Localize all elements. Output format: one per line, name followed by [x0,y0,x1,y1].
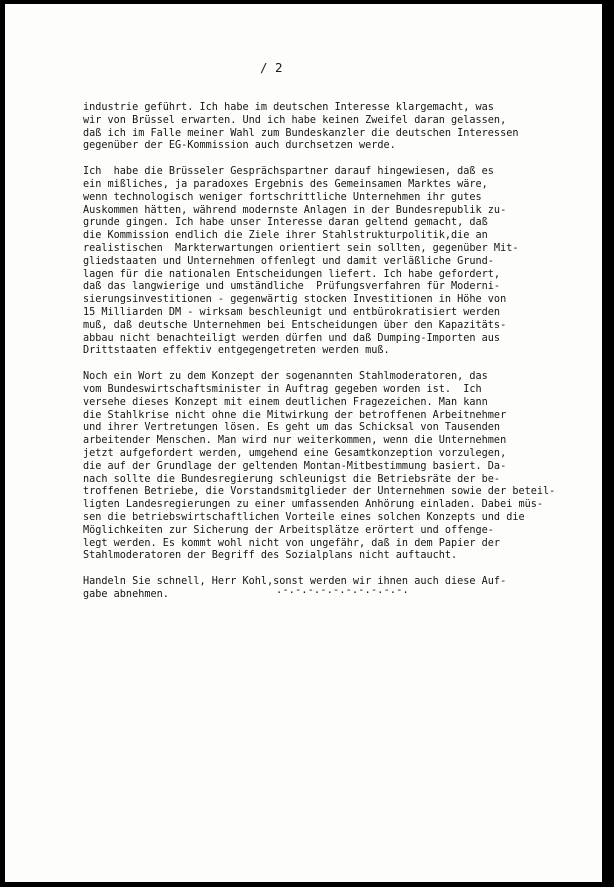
text-line: Ich habe die Brüsseler Gesprächspartner darauf hingewiesen, daß es [83,166,494,178]
text-line: vom Bundeswirtschaftsminister in Auftrag gegeben worden ist. Ich [83,383,482,395]
text-line: 15 Milliarden DM - wirksam beschleunigt und entbürokratisiert werden [83,306,501,318]
text-line: die auf der Grundlage der geltenden Montan-Mitbestimmung basiert. Da- [83,460,507,472]
text-line: versehe dieses Konzept mit einem deutlichen Fragezeichen. Man kann [83,396,488,408]
text-line: ligten Landesregierungen zu einer umfassenden Anhörung einladen. Dabei müs- [83,499,544,511]
text-line: nach sollte die Bundesregierung schleunigst die Betriebsräte der be- [83,473,501,485]
text-line: realistischen Markterwartungen orientiert sein sollten, gegenüber Mit- [83,242,519,254]
text-line: Auskommen hätten, während modernste Anlagen in der Bundesrepublik zu- [83,204,507,216]
text-line: industrie geführt. Ich habe im deutschen Interesse klargemacht, was [83,102,494,113]
text-line: ein mißliches, ja paradoxes Ergebnis des Gemeinsamen Marktes wäre, [83,178,488,190]
text-line: Drittstaaten effektiv entgegengetreten werden muß. [83,345,390,357]
text-line: sen die betriebswirtschaftlichen Vorteile eines solchen Konzepts und die [83,511,525,523]
paragraph [83,371,598,563]
page-number: / 2 [260,60,283,75]
paragraph [83,166,598,358]
text-line: daß das langwierige und umständliche Prüfungsverfahren für Moderni- [83,281,501,293]
text-line: Handeln Sie schnell, Herr Kohl,sonst werden wir ihnen auch diese Auf- [83,576,507,588]
text-line: jetzt aufgefordert werden, umgehend eine Gesamtkonzeption vorzulegen, [83,447,507,459]
text-line: gabe abnehmen. [83,588,169,600]
text-line: arbeitender Menschen. Man wird nur weiterkommen, wenn die Unternehmen [83,435,507,447]
document-page [5,4,602,882]
text-line: grunde gingen. Ich habe unser Interesse daran geltend gemacht, daß [83,217,488,229]
text-line: gegenüber der EG-Kommission auch durchsetzen werde. [83,140,396,152]
text-line: daß ich im Falle meiner Wahl zum Bundeskanzler die deutschen Interessen [83,127,519,139]
text-line: sierungsinvestitionen - gegenwärtig stocken Investitionen in Höhe von [83,294,507,306]
text-line: legt werden. Es kommt wohl nicht von ungefähr, daß in dem Papier der [83,537,501,549]
paragraph [83,102,598,153]
text-line: gliedstaaten und Unternehmen offenlegt und damit verläßliche Grund- [83,255,494,267]
text-line: abbau nicht benachteiligt werden dürfen und daß Dumping-Importen aus [83,332,501,344]
text-line: Möglichkeiten zur Sicherung der Arbeitsplätze erörtert und offenge- [83,524,494,536]
text-line: Stahlmoderatoren der Begriff des Sozialplans nicht auftaucht. [83,550,458,562]
text-line: und ihrer Vertretungen lösen. Es geht um das Schicksal von Tausenden [83,422,501,434]
text-line: muß, daß deutsche Unternehmen bei Entscheidungen über den Kapazitäts- [83,319,507,331]
text-line: wenn technologisch weniger fortschrittliche Unternehmen ihr gutes [83,191,482,203]
text-line: Noch ein Wort zu dem Konzept der sogenannten Stahlmoderatoren, das [83,371,488,383]
document-body [83,102,598,615]
text-line: die Stahlkrise nicht ohne die Mitwirkung der betroffenen Arbeitnehmer [83,409,507,421]
closing-separator: .-.-.-.-.-.-.-.-.-.-. [276,584,409,596]
text-line: wir von Brüssel erwarten. Und ich habe keinen Zweifel daran gelassen, [83,114,507,126]
text-line: troffenen Betriebe, die Vorstandsmitglieder der Unternehmen sowie der beteil- [83,486,556,498]
text-line: die Kommission endlich die Ziele ihrer Stahlstrukturpolitik,die an [83,230,488,242]
text-line: lagen für die nationalen Entscheidungen liefert. Ich habe gefordert, [83,268,501,280]
